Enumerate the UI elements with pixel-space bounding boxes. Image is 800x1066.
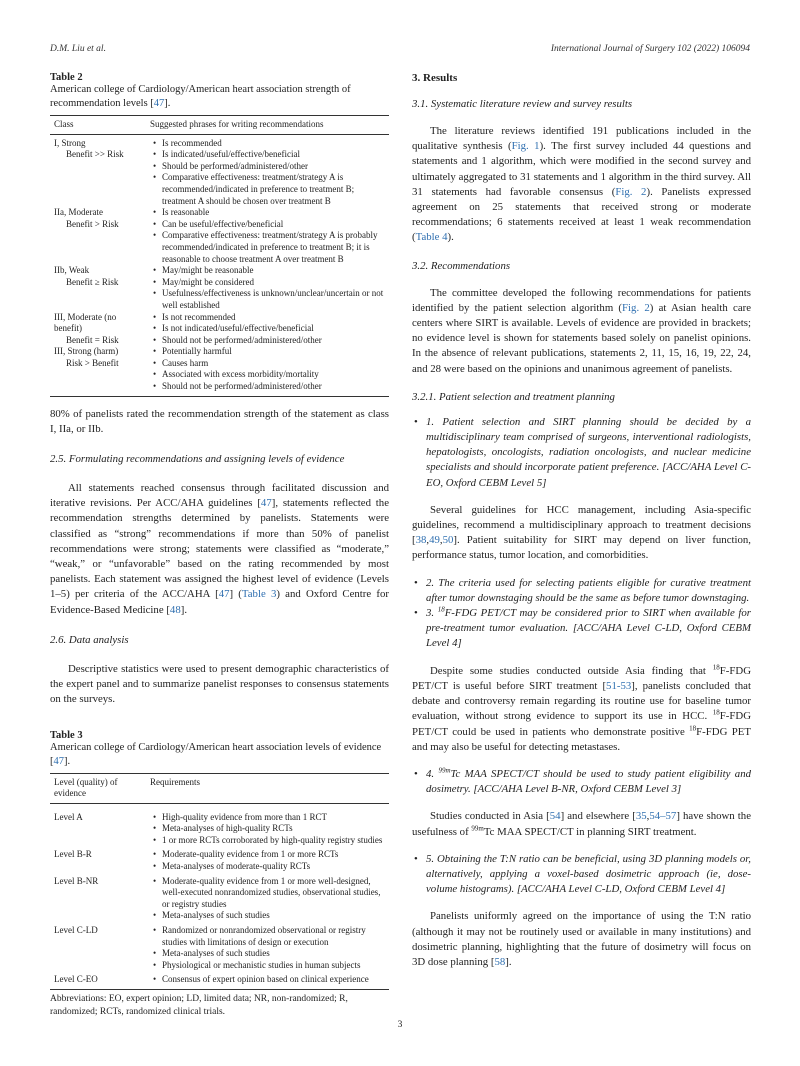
recommendation-2: • 2. The criteria used for selecting patients eligible for curative treatment after tumor downstaging should be the same as before tumor downstaging. — [414, 576, 751, 604]
ref-link[interactable]: 47 — [153, 98, 165, 109]
list-item: • Meta-analyses of high-quality RCTs — [162, 823, 385, 835]
body-paragraph: All statements reached consensus through facilitated discussion and iterative revisions. Per ACC/AHA guidelines [47], statements reflected the recommendation strengths determined by panelists. Statements were classified as “strong” recommendations if more than 50% of panelist recommendations were strong; statements were classified as “moderate,” “weak,” or “unfavorable” based on the rating recommended by most panelists. Each statement was assigned the highest level of evidence (Levels 1–5) per criteria of the ACC/AHA [47] (Table 3) and Oxford Centre for Evidence-Based Medicine [48]. — [50, 482, 389, 616]
body-paragraph: Panelists uniformly agreed on the importance of using the T:N ratio (although it may not be routinely used or available in many institutions) and dosimetric planning, highlighting that the future of dosimetry will focus on 3D dose planning [58]. — [412, 910, 751, 968]
recommendation-5: • 5. Obtaining the T:N ratio can be beneficial, using 3D planning models or, alternatively, applying a voxel-based dosimetric approach (ie, dose-volume histograms). [ACC/AHA Level C-LD, Oxford CEBM Level 4] — [414, 852, 751, 896]
ref-link[interactable]: 49 — [429, 534, 440, 547]
list-item: • Should not be performed/administered/other — [162, 381, 385, 393]
table-row — [50, 134, 389, 207]
class-benefit-risk: Benefit >> Risk — [66, 149, 124, 160]
table3-level-cell: Level B-R — [54, 849, 92, 860]
table3-level-cell: Level A — [54, 811, 83, 822]
right-column — [412, 72, 751, 970]
table3-requirements-cell — [146, 873, 389, 922]
recommendation-3: • 3. $^{18}$F-FDG PET/CT may be considered prior to SIRT when available for pre-treatment tumor evaluation. [ACC/AHA Level C-LD, Oxford CEBM Level 4] — [414, 605, 752, 650]
table-row — [50, 846, 389, 872]
list-item: • Comparative effectiveness: treatment/strategy A is probably recommended/indicated in preference to treatment B; it is reasonable to choose treatment A over treatment B — [162, 230, 385, 265]
table2-phrases-cell — [146, 346, 389, 396]
table3-level-cell: Level B-NR — [54, 875, 99, 886]
class-name: IIa, Moderate — [54, 207, 103, 218]
ref-link[interactable]: 47 — [260, 497, 272, 510]
list-item: • Should not be performed/administered/other — [162, 335, 385, 347]
table3-requirements-cell — [146, 971, 389, 989]
ref-link[interactable]: 47 — [218, 588, 230, 601]
table-row — [50, 207, 389, 265]
figure-link[interactable]: Fig. 1 — [511, 140, 540, 153]
list-item: • Associated with excess morbidity/mortality — [162, 369, 385, 381]
table-row — [50, 312, 389, 347]
list-item: • Moderate-quality evidence from 1 or more RCTs — [162, 849, 385, 861]
list-item: • Consensus of expert opinion based on clinical experience — [162, 974, 385, 986]
table3-requirements-cell — [146, 803, 389, 846]
class-benefit-risk: Benefit = Risk — [66, 334, 119, 345]
table3-col-level: Level (quality) of evidence — [50, 773, 146, 803]
class-name: III, Strong (harm) — [54, 346, 119, 357]
ref-link[interactable]: 54–57 — [649, 810, 677, 823]
section-heading-2-5: 2.5. Formulating recommendations and assigning levels of evidence — [50, 453, 345, 466]
table3-caption: American college of Cardiology/American heart association levels of evidence [47]. — [50, 741, 382, 767]
body-paragraph: The committee developed the following recommendations for patients identified by the patient selection algorithm (Fig. 2) at Asian health care centers where SIRT is available. Levels of evidence are provided in brackets; no evidence level is shown for statements based solely on panelist opinions. In the absence of relevant publications, statements 2, 11, 15, 16, 19, 22, 24, and 28 were based on the opinions and unanimous agreement of panelists. — [412, 286, 752, 375]
section-heading-3: 3. Results — [412, 72, 458, 84]
table-row — [50, 873, 389, 922]
figure-link[interactable]: Fig. 2 — [622, 301, 650, 314]
body-paragraph: 80% of panelists rated the recommendation strength of the statement as class I, IIa, or IIb. — [50, 407, 389, 435]
ref-link[interactable]: 54 — [549, 810, 561, 823]
table2-class-cell — [50, 312, 146, 347]
class-name: IIb, Weak — [54, 265, 90, 276]
list-item: • Is not indicated/useful/effective/beneficial — [162, 323, 385, 335]
ref-link[interactable]: 51-53 — [606, 679, 632, 692]
table3-footnote: Abbreviations: EO, expert opinion; LD, limited data; NR, non-randomized; R, randomized; RCTs, randomized clinical trials. — [50, 994, 348, 1017]
bullet-icon: • — [414, 576, 418, 589]
body-paragraph: The literature reviews identified 191 publications included in the qualitative synthesis (Fig. 1). The first survey included 44 questions and statements and 1 algorithm, which were modified in the second survey and ultimately aggregated to 31 statements and 1 algorithm in the third survey. All 31 statements had favorable consensus (Fig. 2). Panelists expressed agreement on 25 statements that received strong or moderate recommendations; 6 statements received at least 1 weak recommendation (Table 4). — [412, 125, 752, 244]
section-heading-3-2: 3.2. Recommendations — [412, 259, 511, 272]
table3 — [50, 773, 389, 991]
table2-col-phrases: Suggested phrases for writing recommendations — [146, 116, 389, 135]
list-item: • Is recommended — [162, 138, 385, 150]
list-item: • Physiological or mechanistic studies in human subjects — [162, 960, 385, 972]
list-item: • Potentially harmful — [162, 346, 385, 358]
list-item: • Is not recommended — [162, 312, 385, 324]
list-item: • 1 or more RCTs corroborated by high-quality registry studies — [162, 835, 385, 847]
table2-class-cell — [50, 207, 146, 265]
body-paragraph: Despite some studies conducted outside Asia finding that $^{18}$F-FDG PET/CT is useful before SIRT treatment [51-53], panelists concluded that debate and controversy remain regarding its routine use for baseline tumor evaluation, without strong evidence to support its use in HCC. $^{18}$F-FDG PET/CT could be used in patients who demonstrate positive $^{18}$F-FDG PET and may also be useful for detecting metastases. — [412, 663, 751, 753]
class-name: III, Moderate (no benefit) — [54, 311, 117, 334]
table2-phrases-cell — [146, 207, 389, 265]
list-item: • Meta-analyses of such studies — [162, 910, 385, 922]
bullet-icon: • — [414, 767, 418, 780]
list-item: • Meta-analyses of such studies — [162, 948, 385, 960]
section-heading-3-1: 3.1. Systematic literature review and survey results — [412, 98, 633, 110]
list-item: • May/might be reasonable — [162, 265, 385, 277]
table2-col-class: Class — [50, 116, 146, 135]
list-item: • Is indicated/useful/effective/beneficial — [162, 149, 385, 161]
table-row — [50, 971, 389, 989]
ref-link[interactable]: 58 — [494, 955, 506, 968]
table-link[interactable]: Table 3 — [241, 588, 277, 601]
list-item: • Should be performed/administered/other — [162, 161, 385, 173]
table2-label: Table 2 — [50, 72, 83, 83]
body-paragraph: Several guidelines for HCC management, including Asia-specific guidelines, recommend a multidisciplinary approach to treatment decisions [38,49,50]. Patient suitability for SIRT may depend on liver function, performance status, tumor location, and comorbidities. — [412, 503, 751, 562]
table3-level-cell: Level C-EO — [54, 974, 98, 985]
body-paragraph: Descriptive statistics were used to present demographic characteristics of the expert panel and to summarize panelist responses to consensus statements on the surveys. — [50, 662, 389, 706]
list-item: • May/might be considered — [162, 277, 385, 289]
ref-link[interactable]: 38 — [415, 534, 427, 547]
table-row — [50, 922, 389, 971]
table2-class-cell — [50, 346, 146, 396]
bullet-icon: • — [414, 852, 418, 865]
list-item: • High-quality evidence from more than 1 RCT — [162, 812, 385, 824]
body-paragraph: Studies conducted in Asia [54] and elsewhere [35,54–57] have shown the usefulness of $^{99m}$Tc MAA SPECT/CT in planning SIRT treatment. — [412, 810, 751, 838]
list-item: • Usefulness/effectiveness is unknown/unclear/uncertain or not well established — [162, 288, 385, 311]
list-item: • Can be useful/effective/beneficial — [162, 219, 385, 231]
ref-link[interactable]: 35 — [635, 810, 647, 823]
ref-link[interactable]: 50 — [442, 534, 454, 547]
table2-phrases-cell — [146, 312, 389, 347]
ref-link[interactable]: 48 — [169, 603, 181, 616]
table3-label: Table 3 — [50, 729, 83, 741]
recommendation-1: • 1. Patient selection and SIRT planning should be decided by a multidisciplinary team comprised of surgeons, interventional radiologists, hepatologists, oncologists, radiation oncologists, and nuclear medicine specialists and should incorporate patient preference. [ACC/AHA Level C-EO, Oxford CEBM Level 5] — [414, 415, 751, 489]
running-header-journal: International Journal of Surgery 102 (2022) 106094 — [550, 44, 750, 54]
table3-body — [50, 803, 389, 989]
list-item: • Comparative effectiveness: treatment/strategy A is recommended/indicated in preference to treatment B; treatment A should be chosen over treatment B — [162, 172, 385, 207]
list-item: • Moderate-quality evidence from 1 or more well-designed, well-executed nonrandomized studies, observational studies, or registry studies — [162, 876, 385, 911]
section-heading-3-2-1: 3.2.1. Patient selection and treatment planning — [412, 390, 615, 403]
ref-link[interactable]: 47 — [53, 755, 64, 767]
list-item: • Meta-analyses of moderate-quality RCTs — [162, 861, 385, 873]
table-row — [50, 803, 389, 846]
table2-phrases-cell — [146, 134, 389, 207]
bullet-icon: • — [414, 415, 418, 428]
table3-level-cell: Level C-LD — [54, 925, 98, 936]
page-number: 3 — [397, 1020, 403, 1030]
table-row — [50, 346, 389, 396]
table2-class-cell — [50, 134, 146, 207]
table-row — [50, 265, 389, 311]
recommendation-4: • 4. $^{99m}$Tc MAA SPECT/CT should be used to study patient eligibility and dosimetry. [ACC/AHA Level B-NR, Oxford CEBM Level 3] — [414, 766, 751, 796]
table2-body — [50, 134, 389, 396]
table3-col-requirements: Requirements — [146, 773, 389, 803]
list-item: • Is reasonable — [162, 207, 385, 219]
table2-caption: American college of Cardiology/American heart association strength of recommendation levels [47]. — [50, 84, 351, 109]
class-benefit-risk: Benefit ≥ Risk — [66, 276, 119, 287]
table2 — [50, 115, 389, 397]
bullet-icon: • — [414, 607, 418, 620]
table3-requirements-cell — [146, 846, 389, 872]
section-heading-2-6: 2.6. Data analysis — [50, 633, 129, 646]
figure-link[interactable]: Fig. 2 — [615, 185, 647, 198]
table-link[interactable]: Table 4 — [415, 231, 448, 244]
class-name: I, Strong — [54, 137, 86, 148]
table2-class-cell — [50, 265, 146, 311]
class-benefit-risk: Benefit > Risk — [66, 218, 119, 229]
list-item: • Randomized or nonrandomized observational or registry studies with limitations of design or execution — [162, 925, 385, 948]
running-header-authors: D.M. Liu et al. — [50, 44, 106, 54]
list-item: • Causes harm — [162, 358, 385, 370]
table3-requirements-cell — [146, 922, 389, 971]
class-benefit-risk: Risk > Benefit — [66, 357, 119, 368]
table2-phrases-cell — [146, 265, 389, 311]
left-column — [50, 72, 389, 1019]
